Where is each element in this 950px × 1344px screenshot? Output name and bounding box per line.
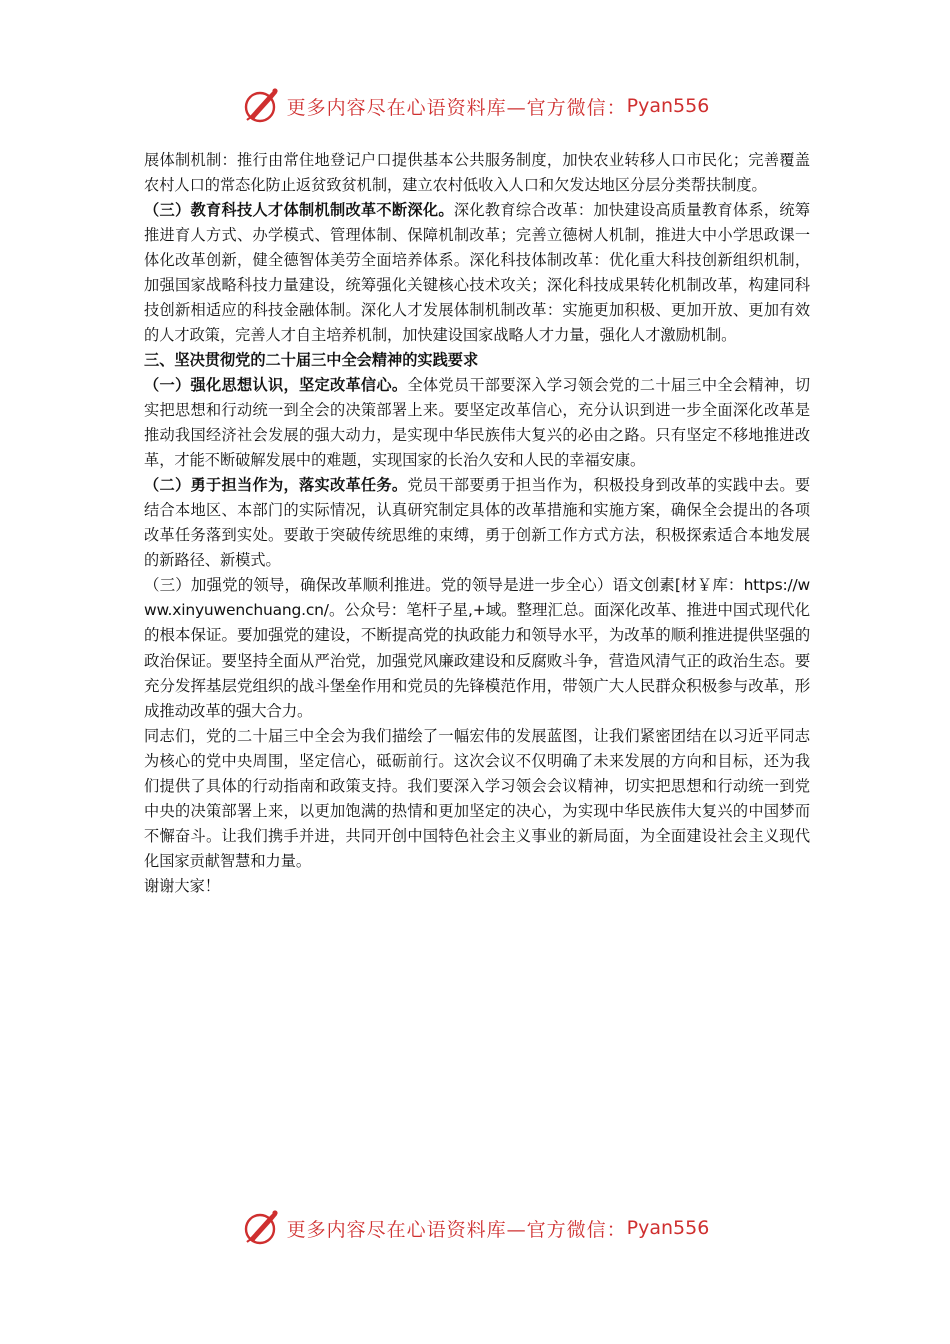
paragraph	[144, 198, 810, 348]
paragraph-body: 党员干部要勇于担当作为，积极投身到改革的实践中去。要结合本地区、本部门的实际情况，认真研究制定具体的改革措施和实施方案，确保全会提出的各项改革任务落到实处。要敢于突破传统思维的束缚，勇于创新工作方式方法，积极探索适合本地发展的新路径、新模式。	[144, 476, 811, 569]
paragraph	[144, 373, 810, 473]
paragraph-lead: （二）勇于担当作为，落实改革任务。	[144, 476, 408, 494]
banner-wechat-id: Pyan556	[626, 1217, 710, 1239]
paragraph	[144, 573, 810, 724]
paragraph-body: 深化教育综合改革：加快建设高质量教育体系，统筹推进育人方式、办学模式、管理体制、保障机制改革；完善立德树人机制，推进大中小学思政课一体化改革创新，健全德智体美劳全面培养体系。深化科技体制改革：优化重大科技创新组织机制，加强国家战略科技力量建设，统筹强化关键核心技术攻关；深化科技成果转化机制改革，构建同科技创新相适应的科技金融体制。深化人才发展体制机制改革：实施更加积极、更加开放、更加有效的人才政策，完善人才自主培养机制，加快建设国家战略人才力量，强化人才激励机制。	[144, 201, 811, 344]
section-heading: 三、坚决贯彻党的二十届三中全会精神的实践要求	[144, 351, 479, 369]
paragraph-body: 。公众号：笔杆子星,+域。整理汇总。面深化改革、推进中国式现代化的根本保证。要加强党的建设，不断提高党的执政能力和领导水平，为改革的顺利推进提供坚强的政治保证。要坚持全面从严治党，加强党风廉政建设和反腐败斗争，营造风清气正的政治生态。要充分发挥基层党组织的战斗堡垒作用和党员的先锋模范作用，带领广大人民群众积极参与改革，形成推动改革的强大合力。	[144, 601, 810, 721]
paragraph	[144, 473, 810, 573]
banner-text: 更多内容尽在心语资料库—官方微信：	[286, 96, 627, 119]
paragraph-body: （三）加强党的领导，确保改革顺利推进。党的领导是进一步全心）语文创素[材￥库：	[144, 576, 744, 594]
url-text: https://www.xinyuwenchuang.cn/	[144, 576, 810, 620]
closing-line: 谢谢大家！	[144, 877, 220, 896]
pen-logo-icon	[241, 86, 281, 126]
paragraph: 同志们，党的二十届三中全会为我们描绘了一幅宏伟的发展蓝图，让我们紧密团结在以习近平同志为核心的党中央周围，坚定信心，砥砺前行。这次会议不仅明确了未来发展的方向和目标，还为我们提供了具体的行动指南和政策支持。我们要深入学习领会会议精神，切实把思想和行动统一到党中央的决策部署上来，以更加饱满的热情和更加坚定的决心，为实现中华民族伟大复兴的中国梦而不懈奋斗。让我们携手并进，共同开创中国特色社会主义事业的新局面，为全面建设社会主义现代化国家贡献智慧和力量。	[144, 727, 810, 871]
paragraph-lead: （三）教育科技人才体制机制改革不断深化。	[144, 201, 454, 219]
footer-banner	[0, 1206, 950, 1250]
pen-logo-icon	[241, 1208, 281, 1248]
document-body	[144, 148, 810, 899]
paragraph-body: 全体党员干部要深入学习领会党的二十届三中全会精神，切实把思想和行动统一到全会的决策部署上来。要坚定改革信心，充分认识到进一步全面深化改革是推动我国经济社会发展的强大动力，是实现中华民族伟大复兴的必由之路。只有坚定不移地推进改革，才能不断破解发展中的难题，实现国家的长治久安和人民的幸福安康。	[144, 376, 811, 469]
paragraph-lead: （一）强化思想认识，坚定改革信心。	[144, 376, 408, 394]
paragraph: 展体制机制：推行由常住地登记户口提供基本公共服务制度，加快农业转移人口市民化；完善覆盖农村人口的常态化防止返贫致贫机制，建立农村低收入人口和欠发达地区分层分类帮扶制度。	[144, 151, 810, 194]
banner-wechat-id: Pyan556	[626, 95, 710, 117]
header-banner	[0, 84, 950, 128]
banner-text: 更多内容尽在心语资料库—官方微信：	[286, 1218, 627, 1241]
